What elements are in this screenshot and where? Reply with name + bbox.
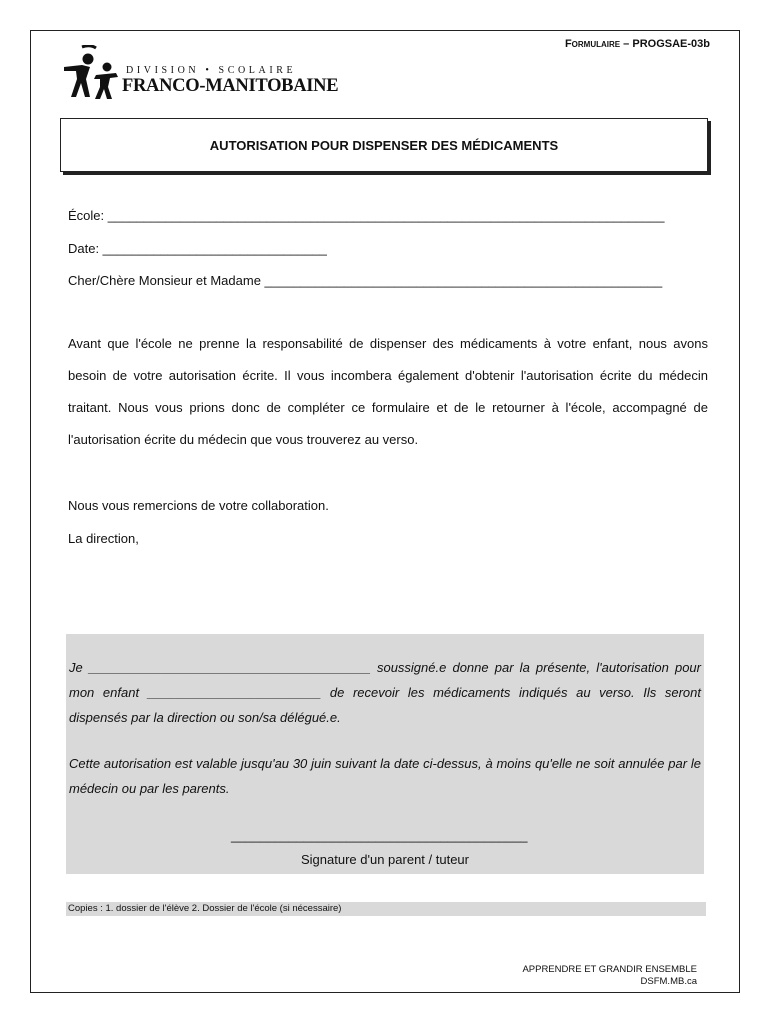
form-code-value: PROGSAE-03b — [632, 38, 710, 50]
consent-statement: Je _______________________________________ soussigné.e donne par la présente, l'autorisation pour mon enfant ________________________ de recevoir les médicaments indiqués au verso. Ils seront dispensés par la direction ou son/sa délégué.e. — [69, 660, 701, 725]
document-title-text: AUTORISATION POUR DISPENSER DES MÉDICAMENTS — [209, 137, 559, 153]
form-code — [565, 38, 710, 50]
date-field[interactable]: Date: _______________________________ — [68, 241, 327, 256]
children-logo-icon — [60, 45, 122, 103]
logo-org-name: FRANCO-MANITOBAINE — [122, 76, 339, 96]
consent-validity: Cette autorisation est valable jusqu'au 30 juin suivant la date ci-dessus, à moins qu'elle ne soit annulée par le médecin ou par les parents. — [69, 756, 701, 796]
footer-website: DSFM.MB.ca — [640, 976, 697, 987]
logo-division-text: DIVISION • SCOLAIRE — [126, 65, 297, 76]
document-title — [60, 118, 708, 172]
footer-motto: APPRENDRE ET GRANDIR ENSEMBLE — [522, 964, 697, 975]
signature-label: Signature d'un parent / tuteur — [301, 852, 469, 867]
copies-note: Copies : 1. dossier de l'élève 2. Dossier de l'école (si nécessaire) — [66, 902, 706, 916]
footer — [522, 964, 697, 988]
signoff-text: La direction, — [68, 531, 139, 546]
recipient-field[interactable]: Cher/Chère Monsieur et Madame _______________________________________________________ — [68, 273, 663, 288]
signature-line[interactable]: _________________________________________ — [231, 828, 528, 843]
dsfm-logo — [60, 45, 339, 105]
intro-paragraph: Avant que l'école ne prenne la responsabilité de dispenser des médicaments à votre enfant, nous avons besoin de votre autorisation écrite. Il vous incombera également d'obtenir l'autorisation écrite du médecin traitant. Nous vous prions donc de compléter ce formulaire et de le retourner à l'école, accompagné de l'autorisation écrite du médecin que vous trouverez au verso. — [68, 336, 708, 447]
consent-section — [66, 634, 704, 874]
ecole-field[interactable]: École: _____________________________________________________________________________ — [68, 208, 665, 223]
thanks-text: Nous vous remercions de votre collaboration. — [68, 498, 329, 513]
form-code-prefix: Formulaire – — [564, 38, 630, 50]
